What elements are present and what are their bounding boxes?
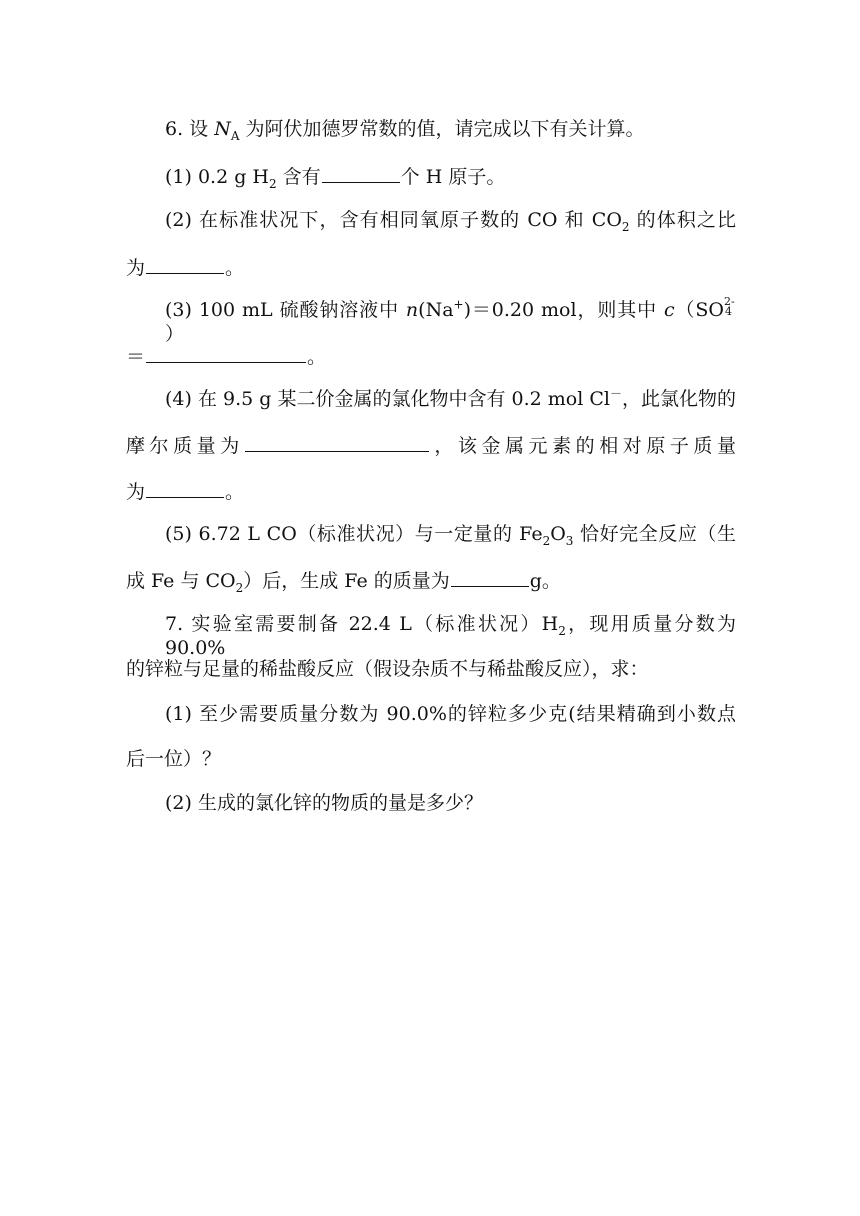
amount-symbol-n: n [405,299,419,321]
iron-oxide-subscript-2: 2 [542,533,551,548]
q6-part2-text-end: 的体积之比 [629,209,736,231]
q6-part4-line3-end: 。 [225,481,245,503]
q6-part3-text-mid: )＝0.20 mol，则其中 [463,299,664,321]
answer-blank-6-4a[interactable] [245,432,429,452]
q7-stem-line1 [165,612,736,660]
q6-part3-line2-text: ＝ [126,346,146,368]
q6-part4-line3 [126,478,736,504]
q6-part4-text-end: ，此氯化物的 [621,388,736,410]
chloride-ion-charge: － [609,386,622,401]
q6-part2-line2-text: 为 [126,257,146,279]
q6-stem-text: 6. 设 [165,118,215,140]
concentration-symbol-c: c [663,299,675,321]
q6-stem [165,117,736,141]
q6-part4-text: (4) 在 9.5 g 某二价金属的氯化物中含有 0.2 mol Cl [165,388,610,410]
q7-part2: (2) 生成的氯化锌的物质的量是多少？ [165,792,483,814]
q7-stem-text: 7. 实验室需要制备 22.4 L（标准状况）H [165,613,559,635]
sodium-ion-text: (Na [418,299,454,321]
iron-oxide-oxygen: O [550,523,566,545]
sulfate-ion-text: （SO [674,299,724,321]
q6-part5-line2 [126,567,736,593]
q6-part2-subscript: 2 [621,219,630,234]
q6-part3-line2 [126,343,736,369]
q6-part5-subscript: 2 [235,580,244,595]
avogadro-symbol: N [214,118,231,140]
iron-oxide-subscript-3: 3 [565,533,574,548]
q6-part2-line1 [165,208,736,232]
q6-part5-line2-text: 成 Fe 与 CO [126,570,236,592]
q6-stem-text-rest: 为阿伏加德罗常数的值，请完成以下有关计算。 [239,118,645,140]
sulfate-ion-subscript: 4 [725,305,732,318]
answer-blank-6-4b[interactable] [146,478,224,498]
answer-blank-6-3[interactable] [146,343,306,363]
q7-part1-line2: 后一位）？ [126,748,222,770]
q6-part3-close-paren: ） [165,323,185,345]
q6-part5-text: (5) 6.72 L CO（标准状况）与一定量的 Fe [165,523,543,545]
q6-part1-text: (1) 0.2 g H [165,166,269,188]
q6-part2-line2 [126,254,736,280]
q6-part3-line1 [165,295,736,346]
sulfate-ion-scripts [724,295,736,318]
q6-part5-text-end: 恰好完全反应（生 [573,523,736,545]
sodium-ion-charge: + [453,297,464,312]
q6-part5-line2-end: g。 [529,570,561,592]
q6-part4-line2 [126,432,736,458]
q6-part1-subscript: 2 [268,176,277,191]
q6-part5-line1 [165,522,736,546]
q6-part3-text: (3) 100 mL 硫酸钠溶液中 [165,299,406,321]
q6-part1-text-end: 个 H 原子。 [400,166,506,188]
q6-part4-line1 [165,387,736,411]
avogadro-subscript: A [230,128,240,143]
q6-part2-text: (2) 在标准状况下，含有相同氧原子数的 CO 和 CO [165,209,622,231]
answer-blank-6-5[interactable] [451,567,529,587]
answer-blank-6-1[interactable] [322,163,400,183]
q6-part2-line2-end: 。 [225,257,245,279]
answer-blank-6-2[interactable] [146,254,224,274]
q6-part4-line2-text: 摩尔质量为 [126,435,244,457]
q6-part4-line2-end: ，该金属元素的相对原子质量 [429,435,736,457]
q6-part3-line2-end: 。 [307,346,327,368]
q7-part1-line1: (1) 至少需要质量分数为 90.0%的锌粒多少克(结果精确到小数点 [165,703,736,725]
q6-part4-line3-text: 为 [126,481,146,503]
sulfate-ion-charge: 2- [724,295,735,308]
q7-stem-text-end: ，现用质量分数为 90.0% [165,613,736,659]
q7-stem-subscript: 2 [558,623,566,638]
q6-part5-line2-mid: ）后，生成 Fe 的质量为 [243,570,450,592]
q6-part1 [165,163,736,189]
q6-part1-text-mid: 含有 [276,166,321,188]
q7-stem-line2: 的锌粒与足量的稀盐酸反应（假设杂质不与稀盐酸反应），求： [126,658,649,680]
